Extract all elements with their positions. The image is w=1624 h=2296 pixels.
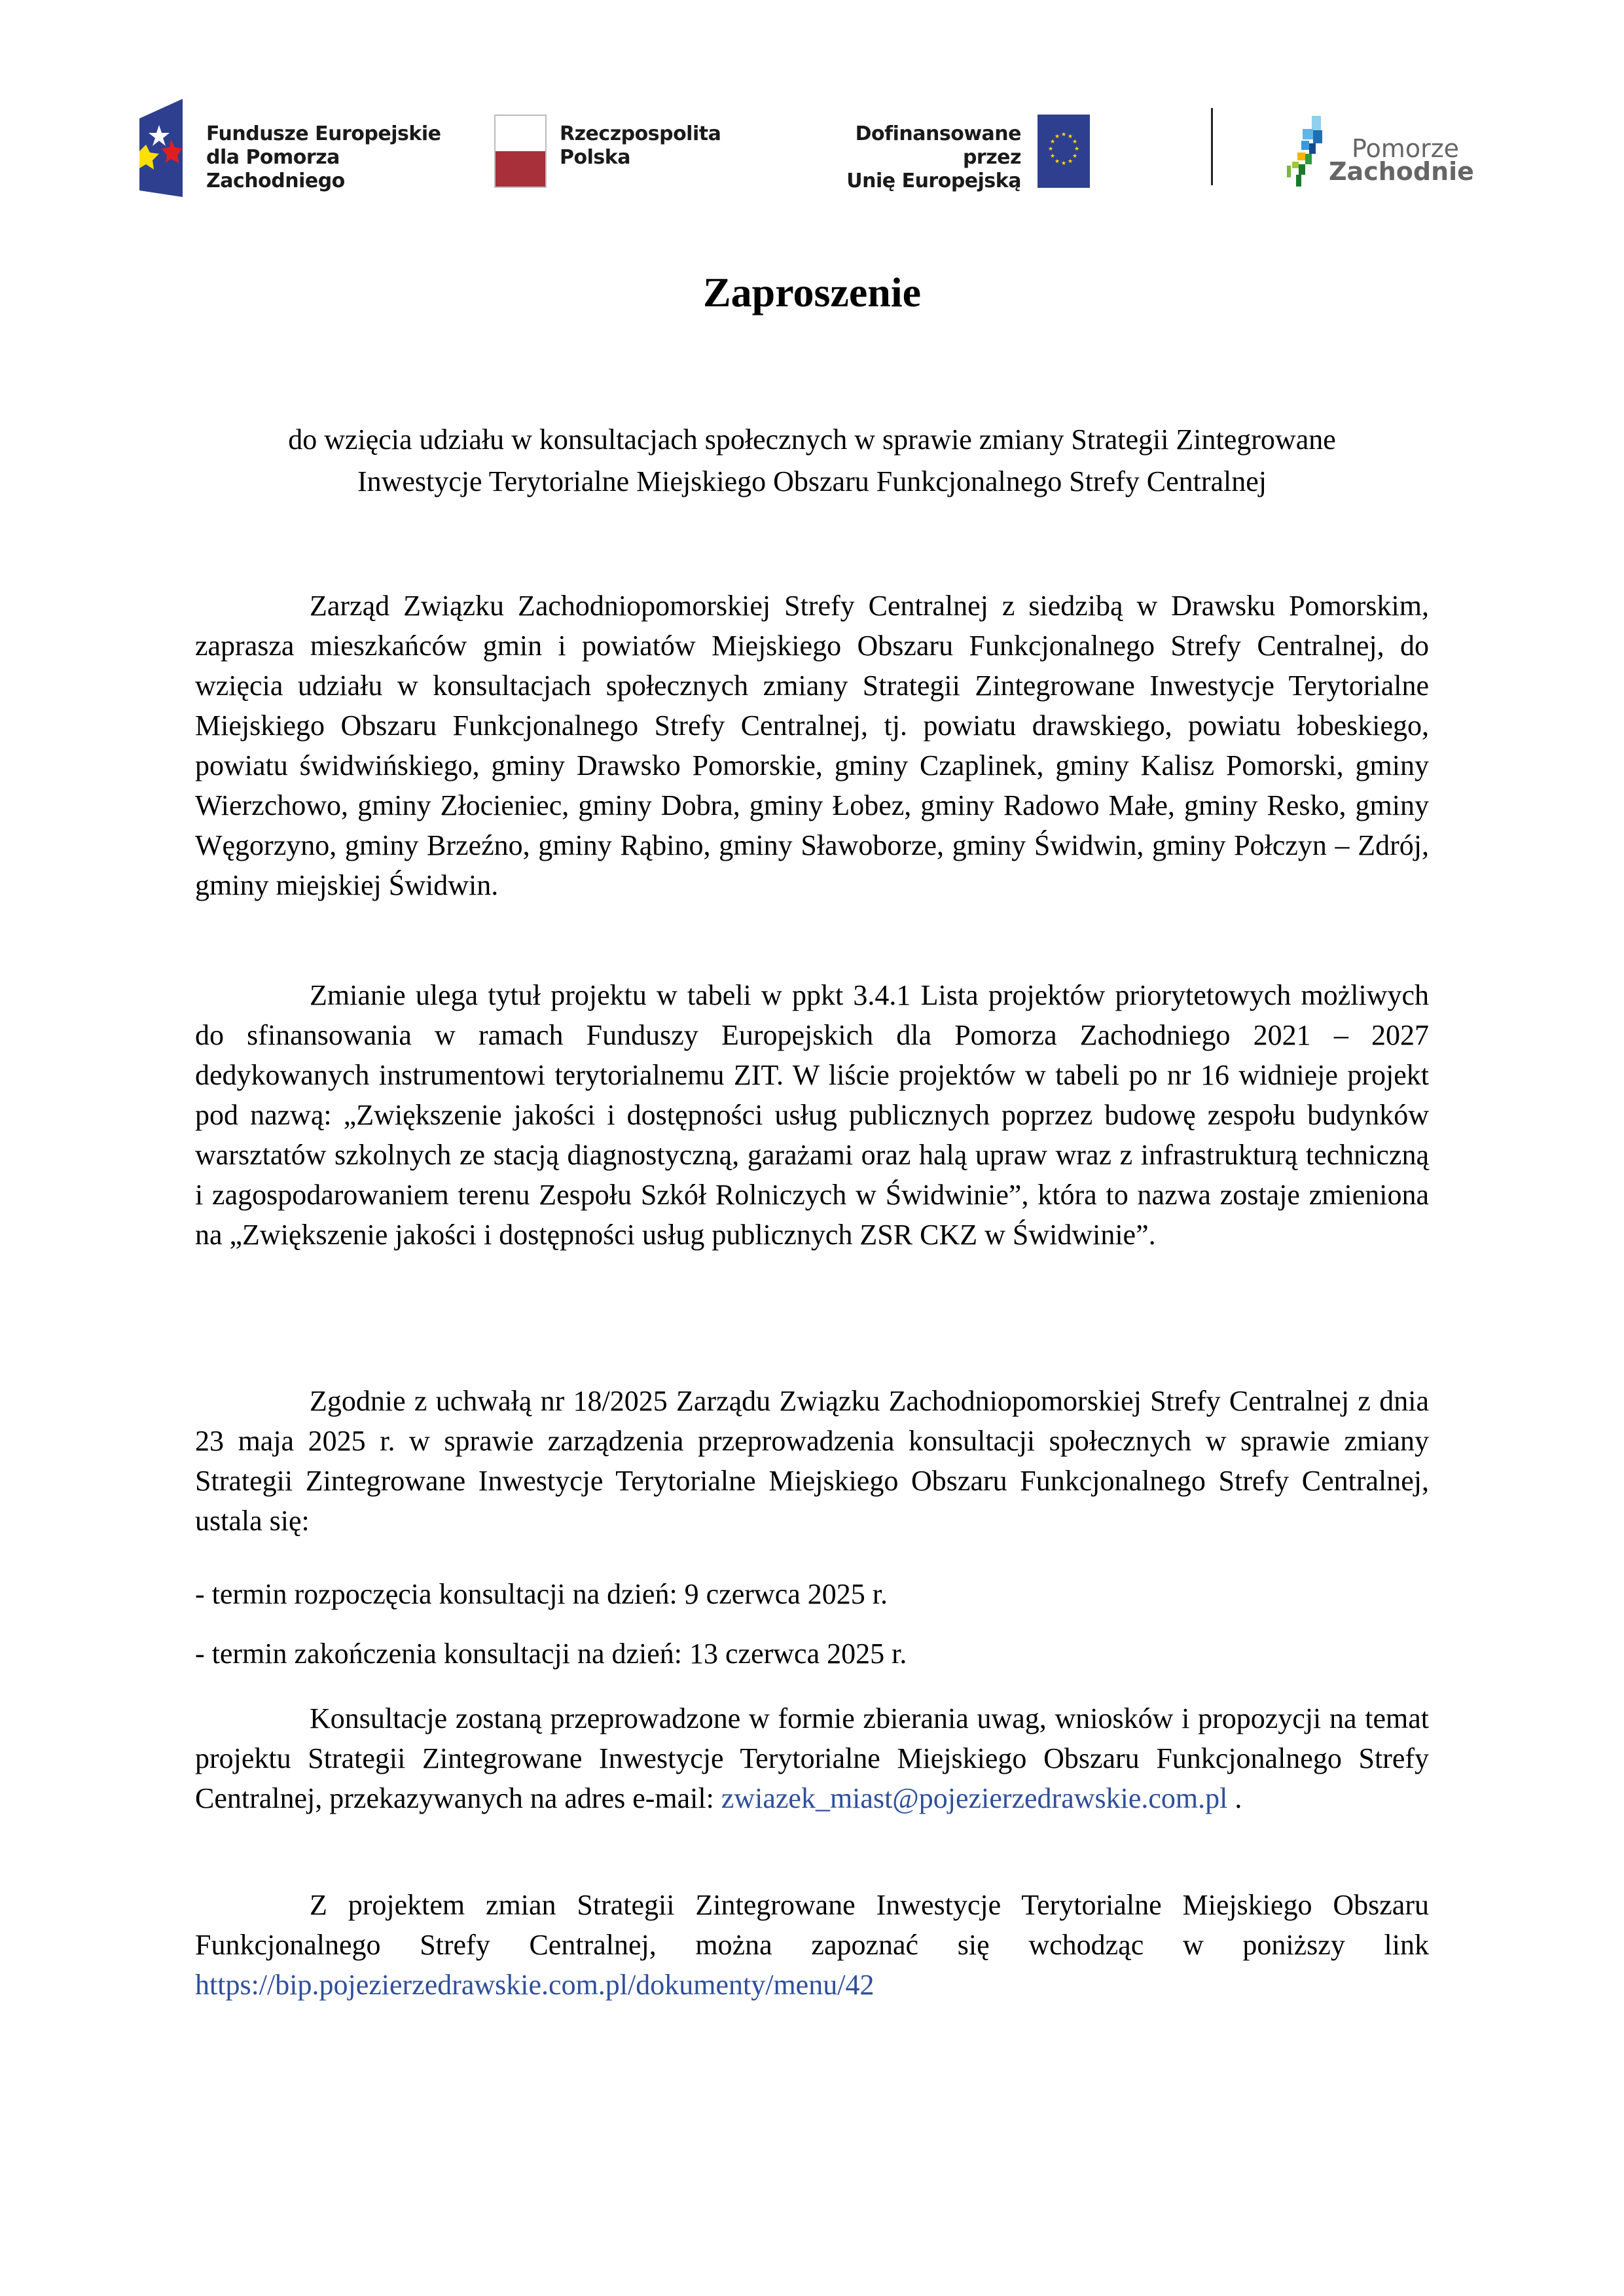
eu-flag-icon bbox=[1038, 115, 1090, 188]
svg-text:★: ★ bbox=[1072, 139, 1078, 145]
paragraph-resolution: Zgodnie z uchwałą nr 18/2025 Zarządu Związku Zachodniopomorskiej Strefy Centralnej z dnia 23 maja 2025 r. w sprawie zarządzenia przeprowadzenia konsultacji społecznych w sprawie zmiany Strategii Zintegrowane Inwestycje Terytorialne Miejskiego Obszaru Funkcjonalnego Strefy Centralnej, ustala się: bbox=[195, 1385, 1429, 1537]
pomorze-zachodnie-logo bbox=[1283, 88, 1506, 193]
eu-logo-line1: Dofinansowane przez bbox=[855, 122, 1021, 169]
logo-divider bbox=[1211, 108, 1213, 185]
svg-text:★: ★ bbox=[1067, 134, 1074, 140]
consultation-form-text: Konsultacje zostaną przeprowadzone w formie zbierania uwag, wniosków i propozycji na temat projektu Strategii Zintegrowane Inwestycje Terytorialne Miejskiego Obszaru Funkcjonalnego Strefy Centralnej, przekazywanych na adres e-mail: bbox=[195, 1702, 1429, 1814]
svg-text:★: ★ bbox=[1067, 158, 1074, 165]
bip-document-link[interactable]: https://bip.pojezierzedrawskie.com.pl/dokumenty/menu/42 bbox=[195, 1969, 875, 2001]
document-subtitle bbox=[195, 419, 1429, 503]
pl-logo-line2: Polska bbox=[560, 146, 630, 169]
fe-logo-line2: dla Pomorza Zachodniego bbox=[206, 146, 345, 192]
polish-flag-icon bbox=[494, 115, 547, 188]
svg-text:★: ★ bbox=[1074, 146, 1080, 152]
svg-text:★: ★ bbox=[1072, 153, 1078, 160]
svg-text:★: ★ bbox=[1049, 153, 1056, 160]
document-title: Zaproszenie bbox=[702, 269, 922, 315]
subtitle-line-1: do wzięcia udziału w konsultacjach społecznych w sprawie zmiany Strategii Zintegrowane bbox=[288, 423, 1336, 456]
pz-logo-line1: Pomorze bbox=[1352, 134, 1460, 163]
paragraph-consultation-form bbox=[195, 1698, 1429, 1818]
paragraph-project-title-change: Zmianie ulega tytuł projektu w tabeli w ppkt 3.4.1 Lista projektów priorytetowych możliwych do sfinansowania w ramach Funduszy Europejskich dla Pomorza Zachodniego 2021 – 2027 dedykowanych instrumentowi terytorialnemu ZIT. W liście projektów w tabeli po nr 16 widnieje projekt pod nazwą: „Zwiększenie jakości i dostępności usług publicznych poprzez budowę zespołu budynków warsztatów szkolnych ze stacją diagnostyczną, garażami oraz halą upraw wraz z infrastrukturą techniczną i zagospodarowaniem terenu Zespołu Szkół Rolniczych w Świdwinie”, która to nazwa zostaje zmieniona na „Zwiększenie jakości i dostępności usług publicznych ZSR CKZ w Świdwinie”. bbox=[195, 979, 1429, 1251]
paragraph-invitation: Zarząd Związku Zachodniopomorskiej Strefy Centralnej z siedzibą w Drawsku Pomorskim, zaprasza mieszkańców gmin i powiatów Miejskiego Obszaru Funkcjonalnego Strefy Centralnej, do wzięcia udziału w konsultacjach społecznych zmiany Strategii Zintegrowane Inwestycje Terytorialne Miejskiego Obszaru Funkcjonalnego Strefy Centralnej, tj. powiatu drawskiego, powiatu łobeskiego, powiatu świdwińskiego, gminy Drawsko Pomorskie, gminy Czaplinek, gminy Kalisz Pomorski, gminy Wierzchowo, gminy Złocieniec, gminy Dobra, gminy Łobez, gminy Radowo Małe, gminy Resko, gminy Węgorzyno, gminy Brzeźno, gminy Rąbino, gminy Sławoborze, gminy Świdwin, gminy Połczyn – Zdrój, gminy miejskiej Świdwin. bbox=[195, 590, 1429, 901]
fe-star-mark-icon bbox=[139, 99, 183, 197]
subtitle-line-2: Inwestycje Terytorialne Miejskiego Obszaru Funkcjonalnego Strefy Centralnej bbox=[357, 465, 1267, 497]
consultation-start-date: - termin rozpoczęcia konsultacji na dzień: 9 czerwca 2025 r. bbox=[195, 1578, 888, 1610]
fundusze-europejskie-logo bbox=[128, 88, 468, 193]
svg-text:★: ★ bbox=[1054, 134, 1060, 140]
paragraph-project-link bbox=[195, 1885, 1429, 2005]
svg-text:★: ★ bbox=[1047, 146, 1054, 152]
fe-logo-line1: Fundusze Europejskie bbox=[206, 122, 441, 145]
eu-logo-line2: Unię Europejską bbox=[846, 170, 1021, 192]
eu-cofunded-logo bbox=[785, 88, 1152, 193]
email-suffix: . bbox=[1227, 1782, 1242, 1814]
email-link[interactable]: zwiazek_miast@pojezierzedrawskie.com.pl bbox=[721, 1782, 1228, 1814]
pz-logo-line2: Zachodnie bbox=[1329, 157, 1474, 186]
header-logos bbox=[0, 88, 1624, 193]
project-link-text: Z projektem zmian Strategii Zintegrowane Inwestycje Terytorialne Miejskiego Obszaru Funkcjonalnego Strefy Centralnej, można zapoznać się wchodząc w poniższy link bbox=[195, 1889, 1429, 1961]
svg-text:★: ★ bbox=[1049, 139, 1056, 145]
svg-text:★: ★ bbox=[1060, 160, 1067, 167]
pl-logo-line1: Rzeczpospolita bbox=[560, 122, 721, 145]
svg-text:★: ★ bbox=[1060, 132, 1067, 138]
consultation-end-date: - termin zakończenia konsultacji na dzień: 13 czerwca 2025 r. bbox=[195, 1638, 907, 1670]
svg-text:★: ★ bbox=[1054, 158, 1060, 165]
rzeczpospolita-polska-logo bbox=[494, 88, 776, 193]
consultation-dates bbox=[195, 1574, 1429, 1693]
